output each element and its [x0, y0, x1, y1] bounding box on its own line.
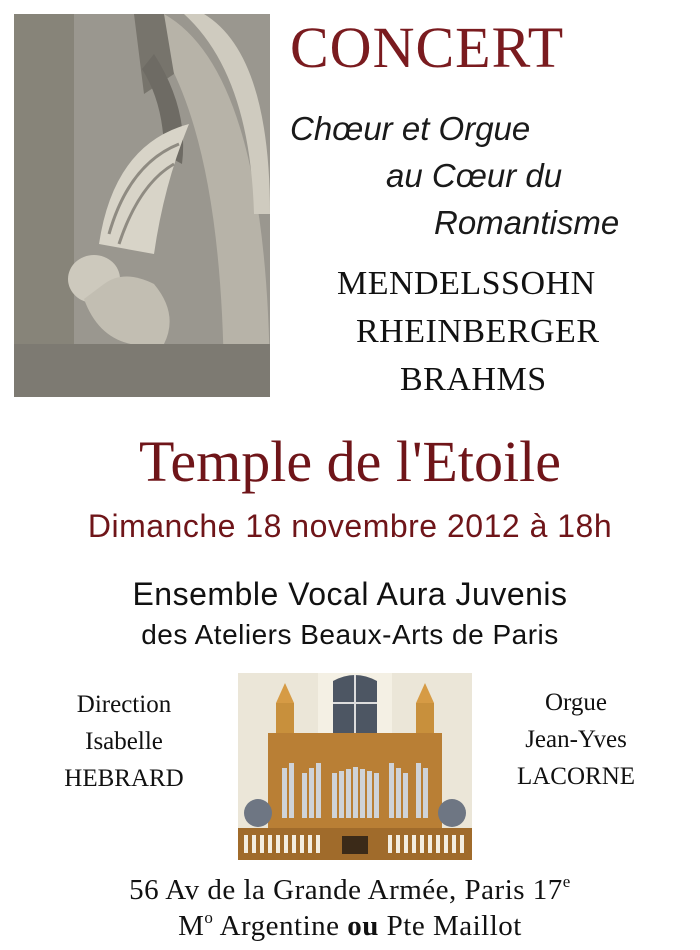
metro-prefix: M — [178, 910, 205, 942]
pipe-organ-photo — [238, 673, 472, 860]
metro-conjunction: ou — [347, 910, 379, 942]
subtitle-line-3: Romantisme — [434, 204, 620, 241]
metro-line — [0, 908, 700, 943]
organ-credit — [486, 684, 666, 795]
composer-mendelssohn: MENDELSSOHN — [337, 265, 596, 302]
subtitle-line-2: au Cœur du — [386, 157, 563, 194]
direction-role: Direction — [76, 691, 172, 718]
metro-station-maillot: Pte Maillot — [378, 910, 522, 942]
address-superscript: e — [562, 872, 571, 891]
address-line — [0, 872, 700, 907]
metro-station-argentine: Argentine — [213, 910, 348, 942]
ateliers-line: des Ateliers Beaux-Arts de Paris — [141, 619, 559, 650]
composer-brahms: BRAHMS — [400, 361, 547, 398]
venue-title: Temple de l'Etoile — [139, 429, 561, 494]
address-text: 56 Av de la Grande Armée, Paris 17 — [129, 874, 563, 906]
organ-role: Orgue — [544, 689, 608, 716]
direction-first-name: Isabelle — [85, 728, 163, 755]
ensemble-name: Ensemble Vocal Aura Juvenis — [132, 576, 568, 612]
organ-last-name: LACORNE — [516, 763, 636, 790]
metro-superscript: o — [204, 908, 214, 927]
organ-first-name: Jean-Yves — [525, 726, 627, 753]
direction-credit — [34, 686, 214, 797]
angel-sculpture-photo — [14, 14, 270, 397]
subtitle-line-1: Chœur et Orgue — [290, 110, 531, 147]
composer-rheinberger: RHEINBERGER — [356, 313, 600, 350]
concert-title: CONCERT — [290, 15, 565, 80]
direction-last-name: HEBRARD — [64, 765, 184, 792]
event-date: Dimanche 18 novembre 2012 à 18h — [87, 508, 613, 544]
